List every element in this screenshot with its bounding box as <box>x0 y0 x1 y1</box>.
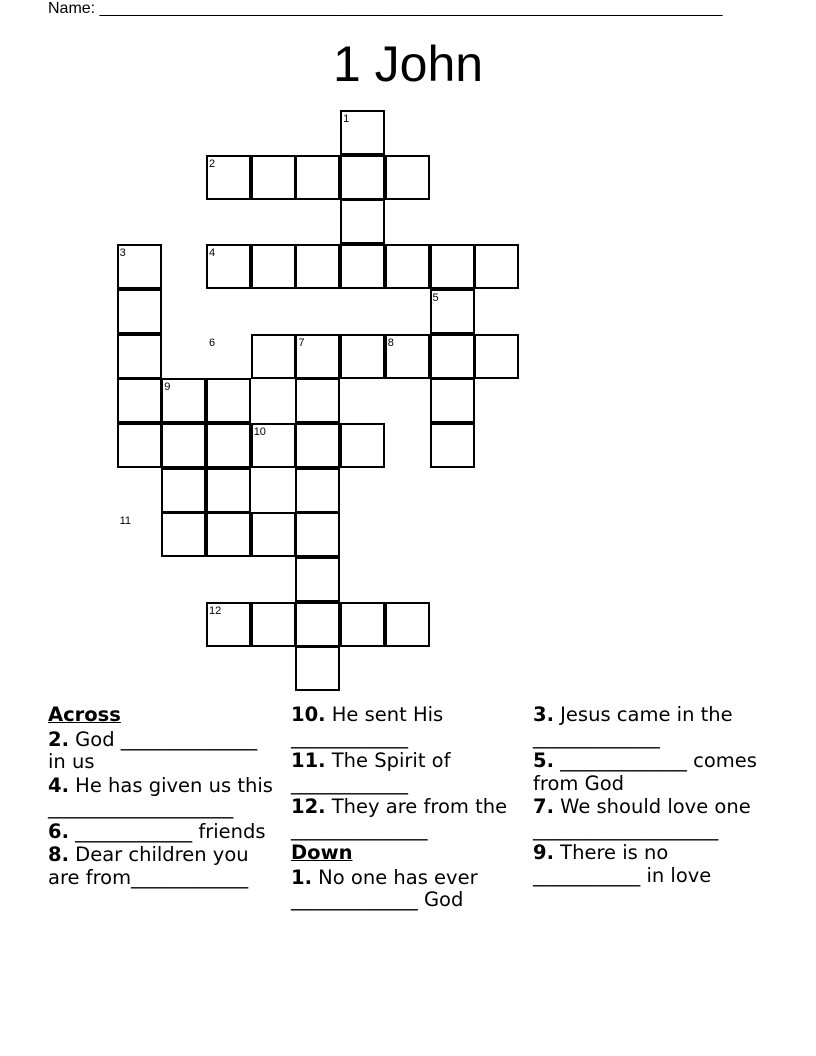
grid-cell[interactable] <box>430 334 475 379</box>
grid-cell[interactable] <box>206 468 251 513</box>
clue-down-5: 5. _____________ comes from God <box>533 749 757 795</box>
grid-cell[interactable] <box>295 244 340 289</box>
name-field-label: Name: ______________________________________________________________________ <box>48 0 723 17</box>
grid-cell[interactable] <box>385 244 430 289</box>
clue-across-11: 11. The Spirit of ____________ <box>291 749 451 795</box>
grid-cell[interactable] <box>251 244 296 289</box>
clues-column-1 <box>48 704 273 890</box>
grid-cell[interactable] <box>340 423 385 468</box>
grid-cell[interactable] <box>430 378 475 423</box>
clue-number-3: 3 <box>119 247 126 260</box>
clue-number-8: 8 <box>387 336 394 349</box>
clue-number-6: 6 <box>209 336 216 349</box>
clues-column-3 <box>533 704 758 888</box>
grid-cell[interactable] <box>251 155 296 200</box>
grid-cell[interactable] <box>161 423 206 468</box>
clue-across-12: 12. They are from the ______________ <box>291 795 508 841</box>
clue-number-5: 5 <box>432 291 439 304</box>
grid-cell[interactable] <box>251 602 296 647</box>
clue-number-4: 4 <box>209 247 216 260</box>
grid-cell[interactable] <box>430 423 475 468</box>
clue-across-6: 6. ____________ friends <box>48 819 266 843</box>
clue-across-2: 2. God ______________ in us <box>48 727 258 773</box>
grid-cell[interactable] <box>161 512 206 557</box>
clue-number-2: 2 <box>209 157 216 170</box>
grid-cell[interactable] <box>251 334 296 379</box>
clue-across-10: 10. He sent His ____________ <box>291 703 444 749</box>
clue-number-9: 9 <box>164 381 171 394</box>
grid-cell[interactable] <box>117 334 162 379</box>
grid-cell[interactable] <box>295 557 340 602</box>
grid-cell[interactable] <box>340 334 385 379</box>
clue-number-7: 7 <box>298 336 305 349</box>
clue-number-10: 10 <box>253 425 266 438</box>
grid-cell[interactable] <box>474 244 519 289</box>
grid-cell[interactable] <box>251 512 296 557</box>
grid-cell[interactable] <box>295 468 340 513</box>
grid-cell[interactable] <box>430 244 475 289</box>
across-heading: Across <box>48 703 121 726</box>
clue-down-3: 3. Jesus came in the _____________ <box>533 703 733 749</box>
grid-cell[interactable] <box>161 468 206 513</box>
grid-cell[interactable] <box>117 423 162 468</box>
clue-number-12: 12 <box>209 604 222 617</box>
grid-cell[interactable] <box>206 512 251 557</box>
clue-down-9: 9. There is no ___________ in love <box>533 841 712 887</box>
grid-cell[interactable] <box>340 602 385 647</box>
clue-down-1: 1. No one has ever _____________ God <box>291 865 478 911</box>
grid-cell[interactable] <box>295 378 340 423</box>
grid-cell[interactable] <box>117 289 162 334</box>
clue-number-11: 11 <box>119 515 132 528</box>
grid-cell[interactable] <box>385 155 430 200</box>
clues-column-2 <box>291 704 516 913</box>
grid-cell[interactable] <box>295 423 340 468</box>
grid-cell[interactable] <box>340 199 385 244</box>
grid-cell[interactable] <box>340 155 385 200</box>
down-heading: Down <box>291 841 353 864</box>
grid-cell[interactable] <box>206 378 251 423</box>
clue-across-4: 4. He has given us this ___________________ <box>48 773 273 819</box>
grid-cell[interactable] <box>295 512 340 557</box>
grid-cell[interactable] <box>206 423 251 468</box>
grid-cell[interactable] <box>295 646 340 691</box>
grid-cell[interactable] <box>295 602 340 647</box>
clue-down-7: 7. We should love one ___________________ <box>533 795 751 841</box>
grid-cell[interactable] <box>295 155 340 200</box>
clue-number-1: 1 <box>343 113 350 125</box>
grid-cell[interactable] <box>385 602 430 647</box>
clue-across-8: 8. Dear children you are from____________ <box>48 843 249 889</box>
grid-cell[interactable] <box>340 244 385 289</box>
grid-cell[interactable] <box>474 334 519 379</box>
puzzle-title: 1 John <box>332 36 484 92</box>
grid-cell[interactable] <box>117 378 162 423</box>
